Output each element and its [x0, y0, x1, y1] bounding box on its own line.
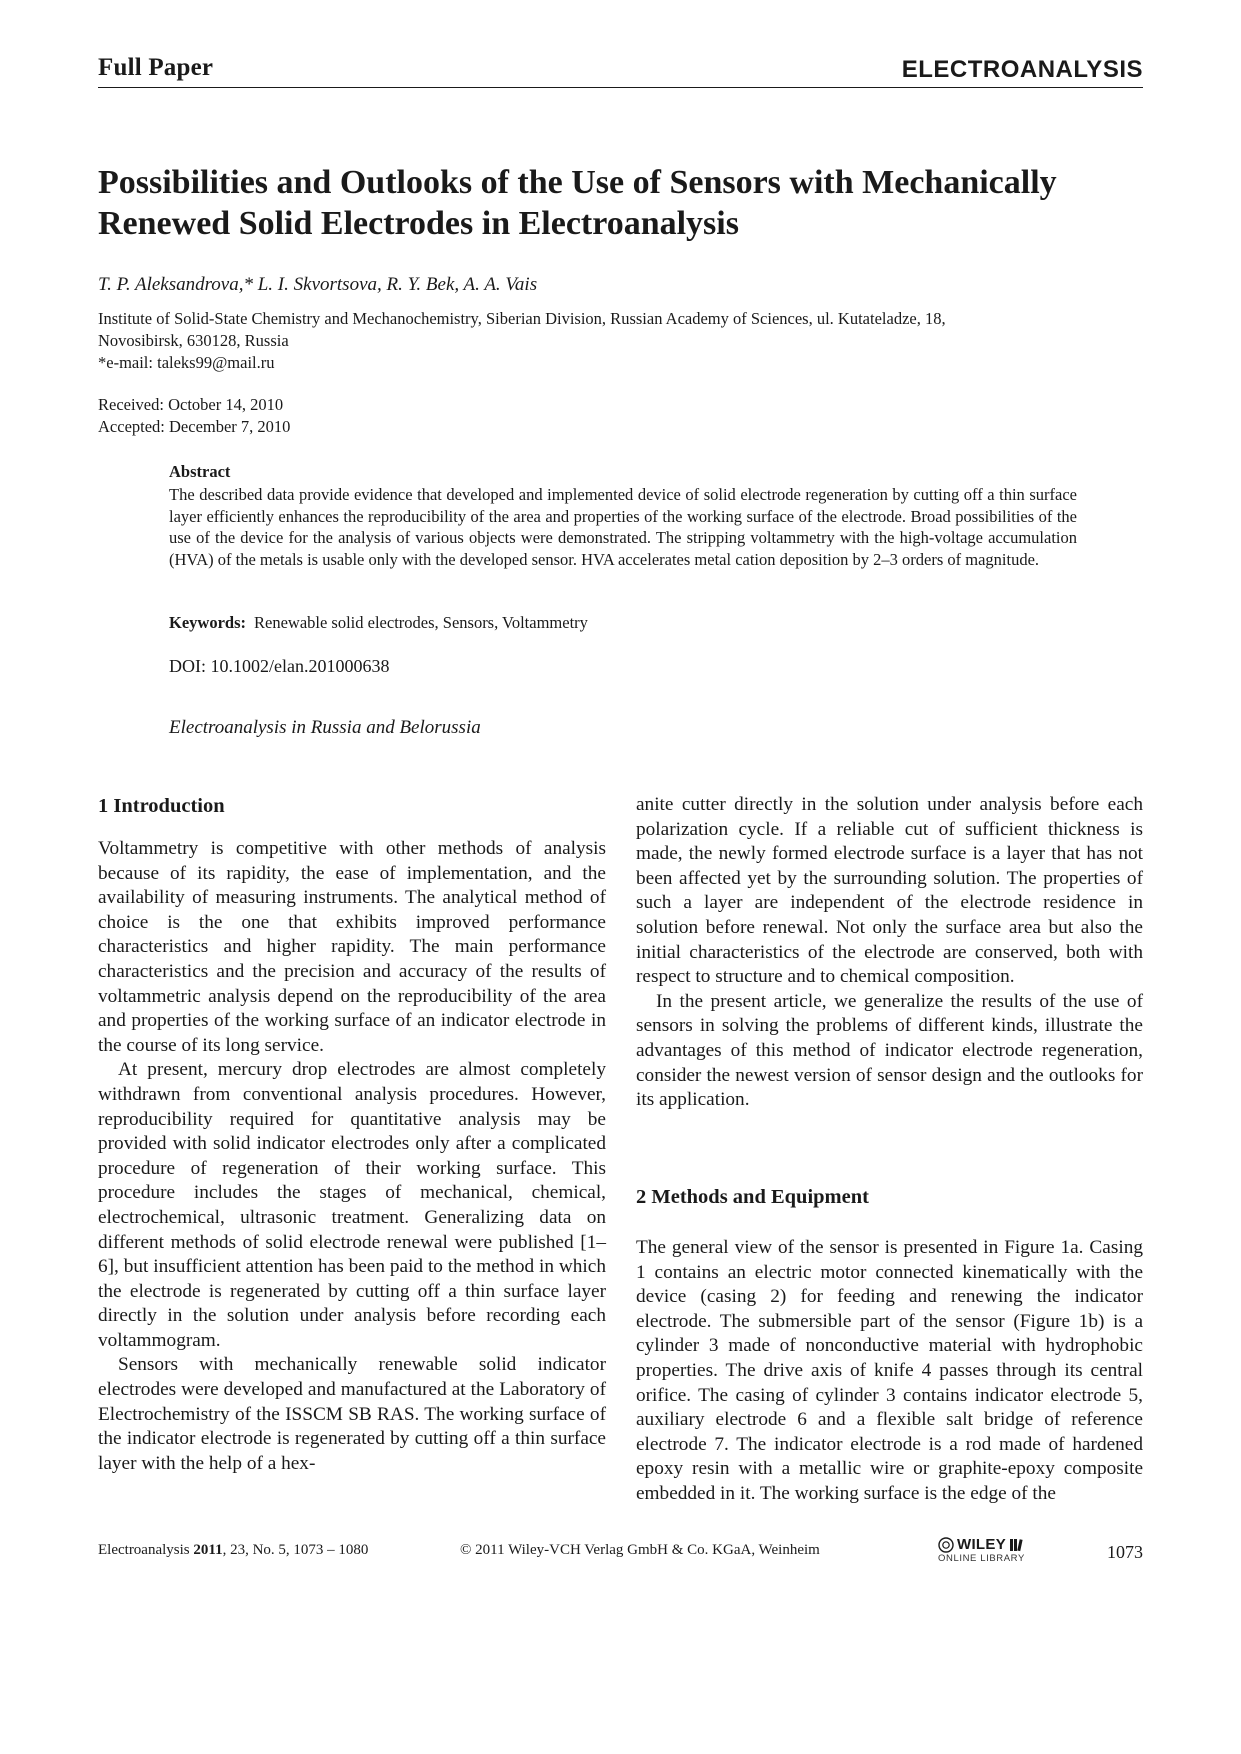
paragraph: The general view of the sensor is presented in Figure 1a. Casing 1 contains an electric motor connected kinematically with the device (casing 2) for feeding and renewing the indicator electrode. The submersible part of the sensor (Figure 1b) is a cylinder 3 made of nonconductive material with hydrophobic properties. The drive axis of knife 4 passes through its central orifice. The casing of cylinder 3 contains indicator electrode 5, auxiliary electrode 6 and a flexible salt bridge of reference electrode 7. The indicator electrode is a rod made of hardened epoxy resin with a metallic wire or graphite-epoxy composite embedded in it. The working surface is the edge of the: [636, 1237, 1143, 1504]
article-title-line-1: Possibilities and Outlooks of the Use of Sensors with Mechanically: [98, 164, 1057, 201]
article-title: [98, 162, 1148, 244]
paragraph: In the present article, we generalize the results of the use of sensors in solving the problems of different kinds, illustrate the advantages of this method of indicator electrode regeneration, consider the newest version of sensor design and the outlooks for its application.: [636, 990, 1143, 1111]
article-dates: [98, 394, 290, 438]
page-number: 1073: [1107, 1542, 1143, 1562]
abstract-text: The described data provide evidence that developed and implemented device of solid electrode regeneration by cutting off a thin surface layer efficiently enhances the reproducibility of the area and properties of the working surface of the electrode. Broad possibilities of the use of the device for the analysis of various objects were demonstrated. The stripping voltammetry with the high-voltage accumulation (HVA) of the metals is usable only with the developed sensor. HVA accelerates metal cation deposition by 2–3 orders of magnitude.: [169, 485, 1077, 569]
special-section-note: Electroanalysis in Russia and Belorussia: [169, 717, 481, 738]
footer-journal-year: 2011: [193, 1542, 223, 1558]
footer-journal-name: Electroanalysis: [98, 1542, 190, 1558]
wiley-online-library-logo: [938, 1536, 1048, 1572]
column-right: [636, 793, 1143, 1113]
footer-copyright: © 2011 Wiley-VCH Verlag GmbH & Co. KGaA, Weinheim: [460, 1542, 820, 1558]
accepted-date: Accepted: December 7, 2010: [98, 417, 291, 436]
page-footer: [98, 1536, 1143, 1582]
affiliation-line-2: Novosibirsk, 630128, Russia: [98, 331, 289, 350]
affiliation: [98, 308, 1148, 374]
wiley-wordmark: WILEY: [957, 1536, 1006, 1553]
affiliation-line-1: Institute of Solid-State Chemistry and Mechanochemistry, Siberian Division, Russian Academy of Sciences, ul. Kutateladze, 18,: [98, 309, 946, 328]
paragraph: Sensors with mechanically renewable solid indicator electrodes were developed and manufactured at the Laboratory of Electrochemistry of the ISSCM SB RAS. The working surface of the indicator electrode is regenerated by cutting off a thin surface layer with the help of a hex-: [98, 1354, 606, 1474]
received-date: Received: October 14, 2010: [98, 395, 284, 414]
paragraph: Voltammetry is competitive with other methods of analysis because of its rapidity, the ease of implementation, and the availability of measuring instruments. The analytical method of choice is the one that exhibits improved performance characteristics and higher rapidity. The main performance characteristics and the precision and accuracy of the results of voltammetric analysis depend on the reproducibility of the area and properties of the working surface of an indicator electrode in the course of its long service.: [98, 838, 606, 1056]
section-heading-introduction: 1 Introduction: [98, 795, 225, 817]
keywords-list: Renewable solid electrodes, Sensors, Voltammetry: [254, 613, 588, 632]
author-list: T. P. Aleksandrova,* L. I. Skvortsova, R. Y. Bek, A. A. Vais: [98, 274, 538, 295]
wiley-online-library-text: ONLINE LIBRARY: [938, 1553, 1025, 1564]
running-header-journal: ELECTROANALYSIS: [901, 56, 1143, 83]
header-rule: [98, 87, 1143, 88]
running-header-section: Full Paper: [98, 54, 214, 81]
column-right-methods: [636, 1236, 1143, 1507]
doi: DOI: 10.1002/elan.201000638: [169, 656, 390, 676]
corresponding-email: *e-mail: taleks99@mail.ru: [98, 353, 275, 372]
keywords: [169, 613, 588, 633]
column-left: [98, 837, 606, 1476]
paragraph-continued: anite cutter directly in the solution under analysis before each polarization cycle. If a reliable cut of sufficient thickness is made, the newly formed electrode surface is a layer that has not been affected yet by the surrounding solution. The properties of such a layer are independent of the electrode residence in solution before renewal. Not only the surface area but also the initial characteristics of the electrode are conserved, both with respect to structure and to chemical composition.: [636, 794, 1143, 988]
keywords-label: Keywords:: [169, 613, 246, 632]
library-books-icon: [1009, 1537, 1025, 1553]
wiley-seal-icon: [938, 1537, 954, 1553]
article-title-line-2: Renewed Solid Electrodes in Electroanalysis: [98, 205, 739, 242]
footer-journal-volume: , 23, No. 5, 1073 – 1080: [222, 1542, 369, 1558]
footer-citation: [98, 1542, 368, 1559]
paragraph: At present, mercury drop electrodes are almost completely withdrawn from conventional analysis procedures. However, reproducibility required for quantitative analysis may be provided with solid indicator electrodes only after a complicated procedure of regeneration of their working surface. This procedure includes the stages of mechanical, chemical, electrochemical, ultrasonic treatment. Generalizing data on different methods of solid electrode renewal were published [1–6], but insufficient attention has been paid to the method in which the electrode is regenerated by cutting off a thin surface layer directly in the solution under analysis before recording each voltammogram.: [98, 1059, 606, 1351]
abstract-heading: Abstract: [169, 462, 231, 481]
section-heading-methods: 2 Methods and Equipment: [636, 1186, 869, 1208]
